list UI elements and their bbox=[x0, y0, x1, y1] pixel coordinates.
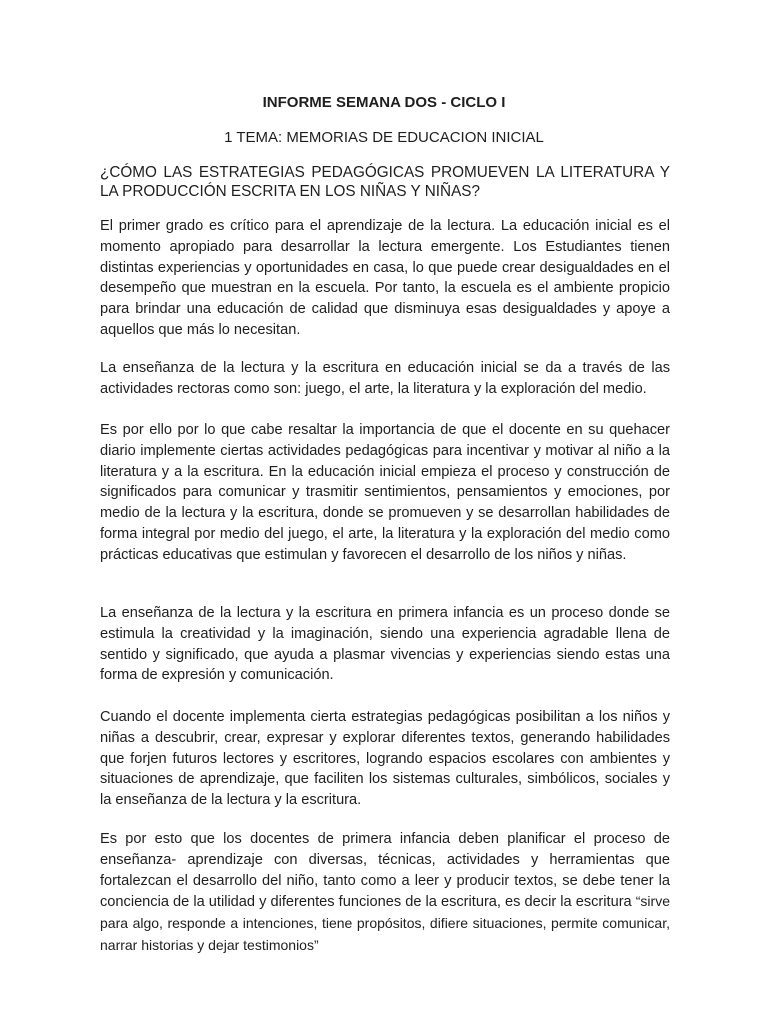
paragraph: El primer grado es crítico para el aprendizaje de la lectura. La educación inicial es el momento apropiado para desarrollar la lectura emergente. Los Estudiantes tienen distintas experiencias y oportunidades en casa, lo que puede crear desigualdades en el desempeño que muestran en la escuela. Por tanto, la escuela es el ambiente propicio para brindar una educación de calidad que disminuya esas desigualdades y apoye a aquellos que más lo necesitan. bbox=[100, 218, 670, 338]
paragraph-last bbox=[100, 829, 670, 957]
document-topic: 1 TEMA: MEMORIAS DE EDUCACION INICIAL bbox=[224, 129, 544, 146]
paragraph: La enseñanza de la lectura y la escritura en primera infancia es un proceso donde se estimula la creatividad y la imaginación, siendo una experiencia agradable llena de sentido y significado, que ayuda a plasmar vivencias y experiencias siendo estas una forma de expresión y comunicación. bbox=[100, 605, 670, 684]
paragraph: Es por ello por lo que cabe resaltar la importancia de que el docente en su quehacer diario implemente ciertas actividades pedagógicas para incentivar y motivar al niño a la literatura y a la escritura. En la educación inicial empieza el proceso y construcción de significados para comunicar y trasmitir sentimientos, pensamientos y emociones, por medio de la lectura y la escritura, donde se promueven y se desarrollan habilidades de forma integral por medio del juego, el arte, la literatura y la exploración del medio como prácticas educativas que estimulan y favorecen el desarrollo de los niños y niñas. bbox=[100, 422, 670, 563]
guiding-question: ¿CÓMO LAS ESTRATEGIAS PEDAGÓGICAS PROMUEVEN LA LITERATURA Y LA PRODUCCIÓN ESCRITA EN LOS NIÑAS Y NIÑAS? bbox=[100, 164, 670, 200]
document-title: INFORME SEMANA DOS - CICLO I bbox=[262, 94, 506, 111]
paragraph-last-text: Es por esto que los docentes de primera infancia deben planificar el proceso de enseñanza- aprendizaje con diversas, técnicas, actividades y herramientas que fortalezcan el desarrollo del niño, tanto como a leer y producir textos, se debe tener la conciencia de la utilidad y diferentes funciones de la escritura, es decir la escritura bbox=[100, 831, 670, 911]
paragraph: La enseñanza de la lectura y la escritura en educación inicial se da a través de las actividades rectoras como son: juego, el arte, la literatura y la exploración del medio. bbox=[100, 360, 670, 397]
quoted-text: “sirve para algo, responde a intenciones, tiene propósitos, difiere situaciones, permite comunicar, narrar historias y dejar testimonios” bbox=[100, 893, 670, 953]
paragraph: Cuando el docente implementa cierta estrategias pedagógicas posibilitan a los niños y niñas a descubrir, crear, expresar y explorar diferentes textos, generando habilidades que forjen futuros lectores y escritores, logrando espacios escolares con ambientes y situaciones de aprendizaje, que faciliten los sistemas culturales, simbólicos, sociales y la enseñanza de la lectura y la escritura. bbox=[100, 709, 670, 809]
